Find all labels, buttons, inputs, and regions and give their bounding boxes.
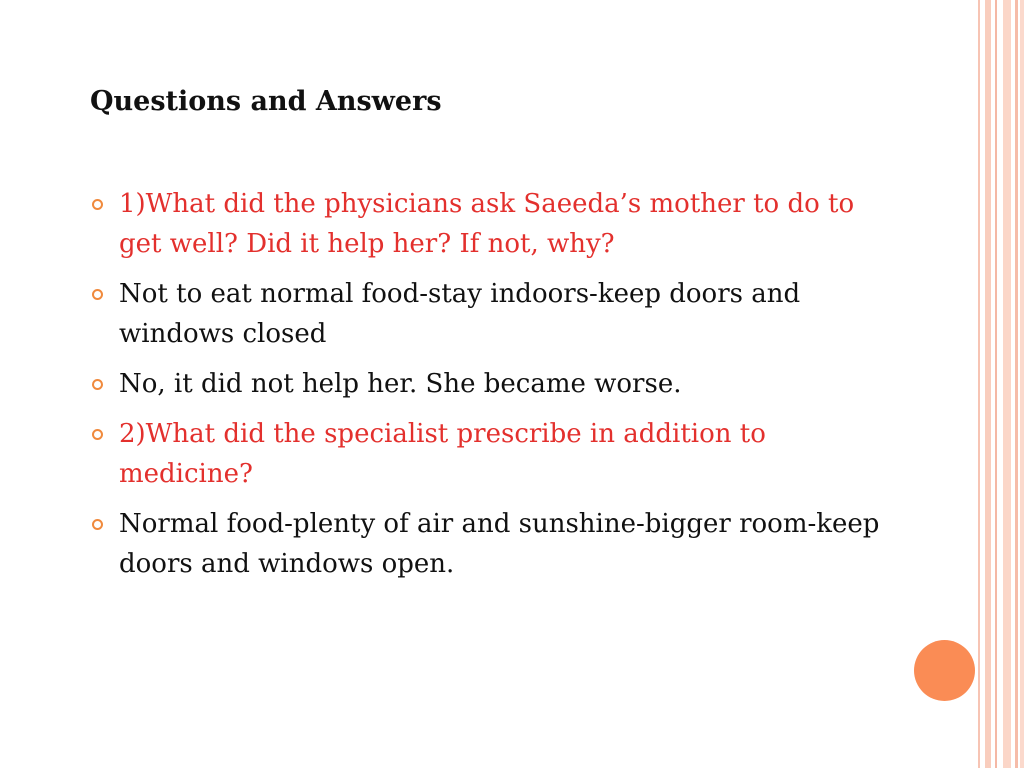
list-item-answer-1: [90, 274, 890, 354]
list-item-answer-2: [90, 364, 890, 404]
slide-title: Questions and Answers: [90, 86, 442, 117]
decorative-stripe: [985, 0, 991, 768]
ring-bullet-icon: [92, 289, 103, 300]
list-item-answer-3: [90, 504, 890, 584]
bullet-list: [90, 184, 890, 594]
decorative-circle-icon: [914, 640, 975, 701]
list-item-question-1: [90, 184, 890, 264]
decorative-stripe: [978, 0, 980, 768]
ring-bullet-icon: [92, 199, 103, 210]
list-item-text: Normal food-plenty of air and sunshine-bigger room-keep doors and windows open.: [119, 509, 880, 579]
ring-bullet-icon: [92, 379, 103, 390]
decorative-stripe: [1020, 0, 1024, 768]
list-item-text: 1)What did the physicians ask Saeeda’s mother to do to get well? Did it help her? If not, why?: [119, 189, 855, 259]
list-item-question-2: [90, 414, 890, 494]
ring-bullet-icon: [92, 519, 103, 530]
list-item-text: 2)What did the specialist prescribe in addition to medicine?: [119, 419, 766, 489]
decorative-stripe: [995, 0, 997, 768]
list-item-text: Not to eat normal food-stay indoors-keep doors and windows closed: [119, 279, 801, 349]
decorative-stripe: [1003, 0, 1011, 768]
list-item-text: No, it did not help her. She became worse.: [119, 369, 682, 399]
decorative-stripe: [1015, 0, 1018, 768]
ring-bullet-icon: [92, 429, 103, 440]
